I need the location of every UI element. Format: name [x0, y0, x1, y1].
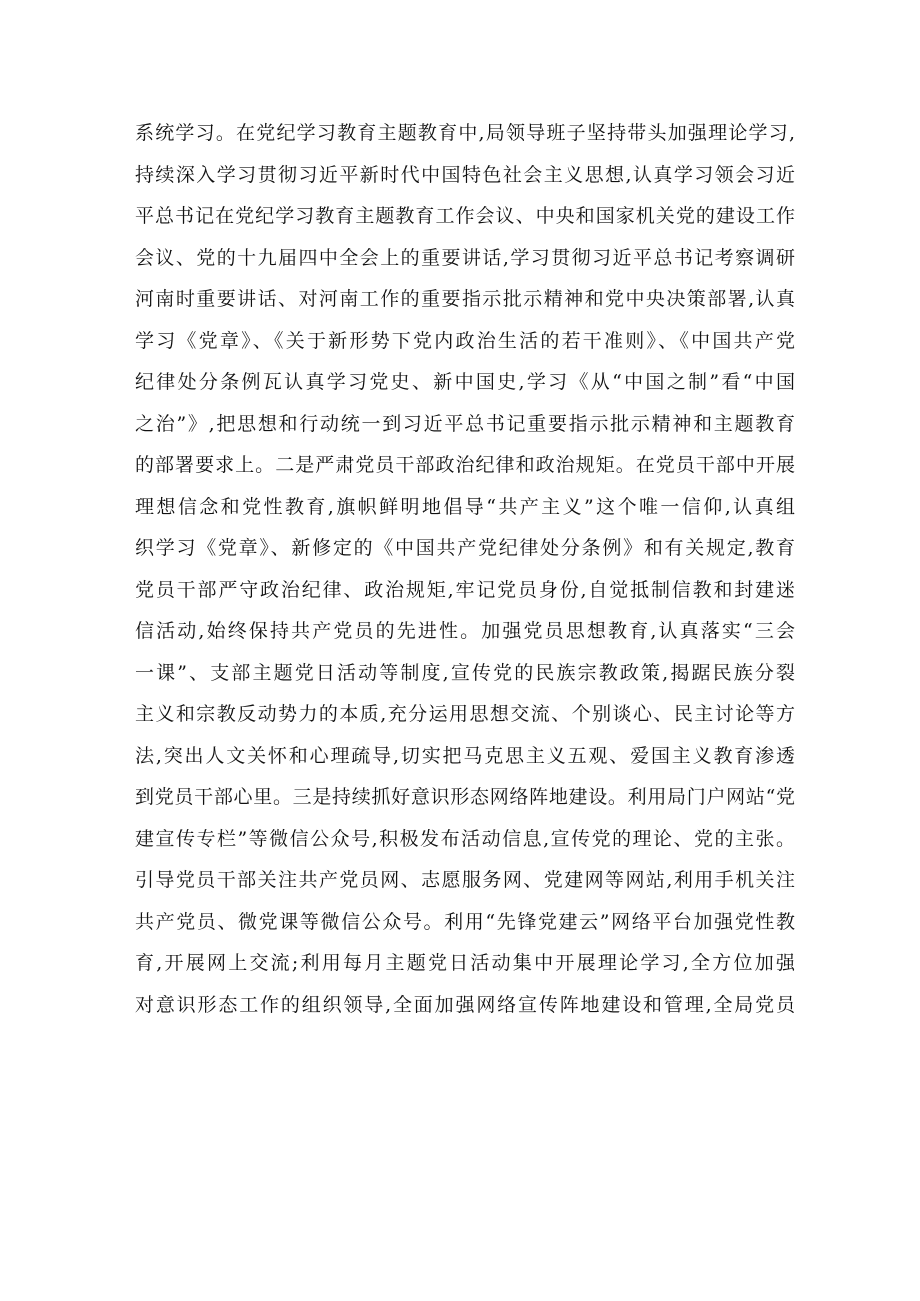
text-line: 主义和宗教反动势力的本质,充分运用思想交流、个别谈心、民主讨论等方 [135, 703, 795, 725]
text-line: 育,开展网上交流;利用每月主题党日活动集中开展理论学习,全方位加强 [135, 952, 795, 974]
text-line: 一课”、支部主题党日活动等制度,宣传党的民族宗教政策,揭踞民族分裂 [135, 661, 795, 684]
text-line: 系统学习。在党纪学习教育主题教育中,局领导班子坚持带头加强理论学习, [135, 122, 795, 144]
text-line: 学习《党章》、《关于新形势下党内政治生活的若干准则》、《中国共产党 [135, 329, 795, 352]
text-line: 到党员干部心里。三是持续抓好意识形态网络阵地建设。利用局门户网站“党 [135, 786, 795, 808]
text-line: 之治”》,把思想和行动统一到习近平总书记重要指示批示精神和主题教育 [135, 412, 795, 435]
text-line: 信活动,始终保持共产党员的先进性。加强党员思想教育,认真落实“三会 [135, 620, 795, 642]
text-line: 平总书记在党纪学习教育主题教育工作会议、中央和国家机关党的建设工作 [135, 205, 795, 227]
text-line: 河南时重要讲话、对河南工作的重要指示批示精神和党中央决策部署,认真 [135, 288, 795, 310]
text-line: 党员干部严守政治纪律、政治规矩,牢记党员身份,自觉抵制信教和封建迷 [135, 578, 795, 601]
text-line: 会议、党的十九届四中全会上的重要讲话,学习贯彻习近平总书记考察调研 [135, 246, 795, 269]
text-line: 法,突出人文关怀和心理疏导,切实把马克思主义五观、爱国主义教育渗透 [135, 744, 795, 767]
text-line: 纪律处分条例瓦认真学习党史、新中国史,学习《从“中国之制”看“中国 [135, 371, 795, 393]
text-line: 共产党员、微党课等微信公众号。利用“先锋党建云”网络平台加强党性教 [135, 910, 795, 933]
text-line: 对意识形态工作的组织领导,全面加强网络宣传阵地建设和管理,全局党员 [135, 993, 795, 1016]
text-line: 建宣传专栏”等微信公众号,积极发布活动信息,宣传党的理论、党的主张。 [135, 827, 795, 850]
text-line: 持续深入学习贯彻习近平新时代中国特色社会主义思想,认真学习领会习近 [135, 163, 795, 186]
text-line: 的部署要求上。二是严肃党员干部政治纪律和政治规矩。在党员干部中开展 [135, 454, 795, 476]
text-line: 引导党员干部关注共产党员网、志愿服务网、党建网等网站,利用手机关注 [135, 869, 795, 891]
text-line: 理想信念和党性教育,旗帜鲜明地倡导“共产主义”这个唯一信仰,认真组 [135, 495, 795, 518]
text-line: 织学习《党章》、新修定的《中国共产党纪律处分条例》和有关规定,教育 [135, 537, 795, 559]
body-paragraph [135, 113, 795, 1026]
